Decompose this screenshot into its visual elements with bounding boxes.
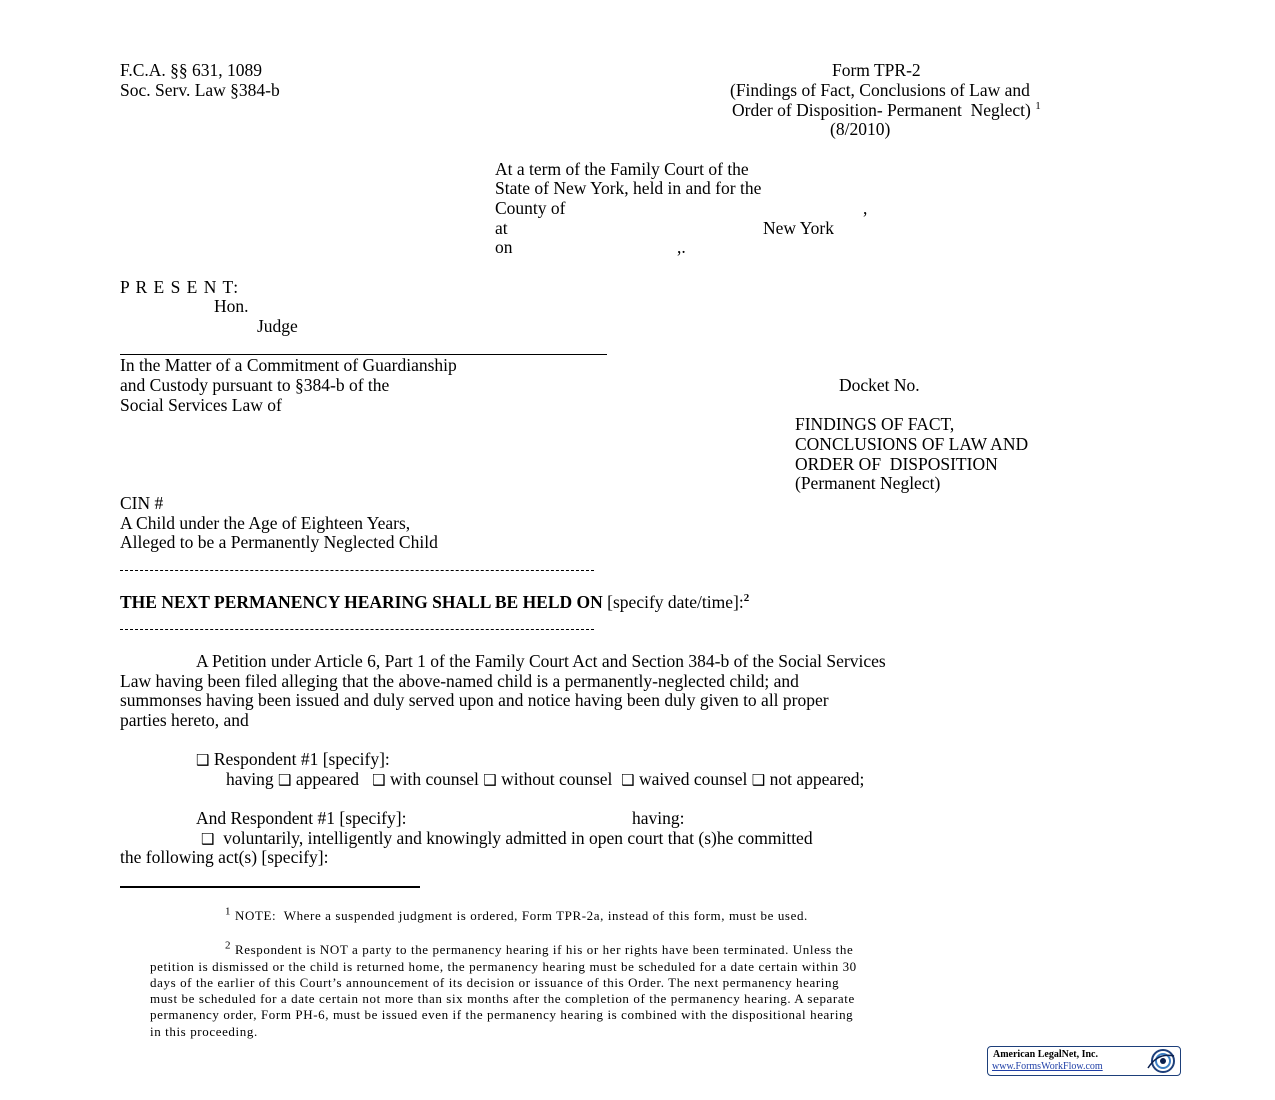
petition-paragraph-line-2: Law having been filed alleging that the above-named child is a permanently-neglected child; and <box>120 671 799 691</box>
appearance-row <box>226 769 864 790</box>
form-description-line-2 <box>732 100 1041 120</box>
hon-label: Hon. <box>214 296 249 316</box>
next-hearing-specify: [specify date/time]: <box>602 592 744 612</box>
and-respondent-label: And Respondent #1 [specify]: <box>196 808 407 828</box>
with-counsel-label: with counsel <box>385 769 479 789</box>
footnote-ref-1[interactable]: 1 <box>1035 100 1041 113</box>
footnote-1-mark: 1 <box>225 905 232 918</box>
footnote-2-text: Respondent is NOT a party to the permanency hearing if his or her rights have been terminated. Unless the <box>231 942 854 957</box>
next-hearing-heading: THE NEXT PERMANENCY HEARING SHALL BE HELD ON <box>120 592 603 612</box>
not-appeared-checkbox[interactable]: ❑ <box>751 771 766 789</box>
form-date: (8/2010) <box>830 119 891 139</box>
caption-bottom-rule <box>120 570 594 571</box>
court-term-line-1: At a term of the Family Court of the <box>495 159 749 179</box>
footnote-1 <box>225 905 808 924</box>
form-description-text: Order of Disposition- Permanent Neglect) <box>732 100 1031 120</box>
statute-reference-1: F.C.A. §§ 631, 1089 <box>120 60 263 80</box>
footnote-ref-2[interactable]: 2 <box>743 592 750 605</box>
footnote-2-line-3: days of the earlier of this Court’s announcement of its decision or issuance of this Order. The next permanency hearing <box>150 975 840 990</box>
court-term-line-2: State of New York, held in and for the <box>495 178 762 198</box>
petition-paragraph-line-3: summonses having been issued and duly served upon and notice having been duly given to all proper <box>120 690 829 710</box>
respondent-1-row <box>196 749 390 770</box>
child-line-2: Alleged to be a Permanently Neglected Child <box>120 532 438 552</box>
form-number: Form TPR-2 <box>832 60 921 80</box>
petition-paragraph-line-4: parties hereto, and <box>120 710 249 730</box>
having-colon-label: having: <box>632 808 685 828</box>
county-label: County of <box>495 198 566 218</box>
matter-line-3: Social Services Law of <box>120 395 282 415</box>
footnote-separator <box>120 886 420 888</box>
publisher-url[interactable]: www.FormsWorkFlow.com <box>992 1061 1103 1072</box>
docket-label: Docket No. <box>839 375 920 395</box>
on-label: on <box>495 237 513 257</box>
without-counsel-label: without counsel <box>496 769 613 789</box>
acts-label: the following act(s) [specify]: <box>120 847 329 867</box>
present-label: P R E S E N T: <box>120 277 240 297</box>
having-label: having <box>226 769 274 789</box>
child-line-1: A Child under the Age of Eighteen Years, <box>120 513 411 533</box>
footnote-2-line-4: must be scheduled for a date certain not more than six months after the completion of the permanency hearing. A separate <box>150 991 855 1006</box>
admitted-checkbox[interactable]: ❑ <box>201 830 215 848</box>
admitted-row <box>201 828 813 849</box>
respondent-1-checkbox[interactable]: ❑ <box>196 751 210 769</box>
not-appeared-label: not appeared; <box>765 769 865 789</box>
respondent-1-label: Respondent #1 [specify]: <box>209 749 390 769</box>
next-hearing-line <box>120 592 749 612</box>
document-title-line-1: FINDINGS OF FACT, <box>795 414 955 434</box>
without-counsel-checkbox[interactable]: ❑ <box>483 771 497 789</box>
footnote-2-line-5: permanency order, Form PH-6, must be issued even if the permanency hearing is combined with the dispositional hearing <box>150 1007 854 1022</box>
on-punctuation: ,. <box>677 237 686 257</box>
state-label: New York <box>763 218 834 238</box>
document-title-line-2: CONCLUSIONS OF LAW AND <box>795 434 1029 454</box>
footnote-2-mark: 2 <box>225 939 232 952</box>
at-label: at <box>495 218 508 238</box>
judge-label: Judge <box>257 316 298 336</box>
statute-reference-2: Soc. Serv. Law §384-b <box>120 80 280 100</box>
county-comma: , <box>863 198 868 218</box>
with-counsel-checkbox[interactable]: ❑ <box>372 771 386 789</box>
swirl-logo-icon <box>1144 1048 1178 1074</box>
publisher-name: American LegalNet, Inc. <box>993 1049 1098 1060</box>
waived-counsel-checkbox[interactable]: ❑ <box>621 771 635 789</box>
hearing-rule <box>120 629 594 630</box>
matter-line-2: and Custody pursuant to §384-b of the <box>120 375 390 395</box>
document-title-line-3: ORDER OF DISPOSITION <box>795 454 998 474</box>
footnote-1-text: NOTE: Where a suspended judgment is ordered, Form TPR-2a, instead of this form, must be used. <box>231 908 808 923</box>
footnote-2-line-1 <box>225 939 854 958</box>
cin-label: CIN # <box>120 493 164 513</box>
form-description-line-1: (Findings of Fact, Conclusions of Law and <box>730 80 1030 100</box>
waived-counsel-label: waived counsel <box>634 769 748 789</box>
footnote-2-line-2: petition is dismissed or the child is returned home, the permanency hearing must be scheduled for a date certain within 30 <box>150 959 857 974</box>
appeared-checkbox[interactable]: ❑ <box>278 771 292 789</box>
publisher-logo[interactable] <box>987 1046 1181 1076</box>
petition-paragraph-line-1: A Petition under Article 6, Part 1 of the Family Court Act and Section 384-b of the Social Services <box>196 651 886 671</box>
footnote-2-line-6: in this proceeding. <box>150 1024 258 1039</box>
appeared-label: appeared <box>291 769 359 789</box>
admitted-label: voluntarily, intelligently and knowingly admitted in open court that (s)he committed <box>214 828 813 848</box>
matter-line-1: In the Matter of a Commitment of Guardianship <box>120 355 457 375</box>
document-title-line-4: (Permanent Neglect) <box>795 473 941 493</box>
